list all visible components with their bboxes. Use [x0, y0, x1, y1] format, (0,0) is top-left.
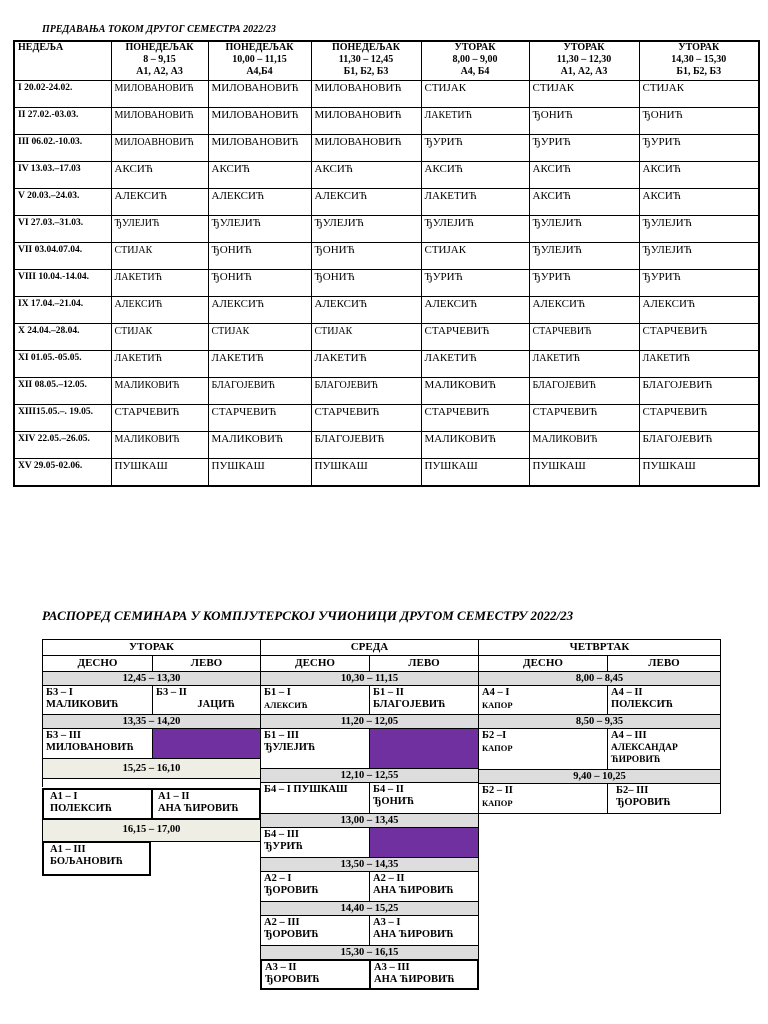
- time-slot: 16,15 – 17,00: [42, 819, 261, 842]
- group-label: Б1 – II: [373, 687, 404, 698]
- header-line: УТОРАК: [678, 42, 720, 53]
- teacher-name: ЂОРОВИЋ: [264, 885, 319, 896]
- col-right-tue: ДЕСНО: [42, 655, 153, 672]
- week-cell: VIII 10.04.-14.04.: [14, 270, 111, 297]
- column-header-day: [111, 41, 208, 81]
- lecturer-cell: ЛАКЕТИЋ: [111, 270, 208, 297]
- lecturer-cell: АЛЕКСИЋ: [311, 189, 421, 216]
- teacher-name: ЂОРОВИЋ: [616, 797, 671, 808]
- header-line: 11,30 – 12,30: [556, 54, 612, 65]
- header-line: А4, Б4: [460, 66, 490, 77]
- teacher-name: ЂУРИЋ: [264, 841, 304, 852]
- lecturer-cell: ЛАКЕТИЋ: [421, 108, 529, 135]
- week-cell: III 06.02.-10.03.: [14, 135, 111, 162]
- teacher-name: ЂУЛЕЈИЋ: [264, 742, 316, 753]
- lectures-table: [13, 40, 760, 487]
- lectures-header-row: [14, 41, 759, 81]
- header-line: А1, А2, А3: [560, 66, 608, 77]
- group-label: А1 – III: [50, 844, 86, 855]
- seminar-cell: [260, 685, 370, 715]
- seminar-cell: [260, 959, 371, 990]
- lecturer-cell: ЂУРИЋ: [421, 270, 529, 297]
- lecturer-cell: БЛАГОЈЕВИЋ: [208, 378, 311, 405]
- teacher-name: КАПОР: [482, 700, 513, 710]
- lecturer-cell: АЛЕКСИЋ: [111, 297, 208, 324]
- teacher-name: ЈАЦИЋ: [197, 699, 235, 710]
- lecturer-cell: БЛАГОЈЕВИЋ: [529, 378, 639, 405]
- lecturer-cell: ЛАКЕТИЋ: [639, 351, 759, 378]
- lecturer-cell: СТИЈАК: [421, 243, 529, 270]
- table-row: [14, 216, 759, 243]
- lecturer-cell: МИЛОВАНОВИЋ: [311, 135, 421, 162]
- group-label: А3 – I: [373, 917, 401, 928]
- teacher-name: АНА ЋИРОВИЋ: [158, 803, 239, 814]
- time-slot: 12,10 – 12,55: [260, 768, 479, 783]
- lecturer-cell: ЛАКЕТИЋ: [421, 189, 529, 216]
- lecturer-cell: ЂУРИЋ: [529, 270, 639, 297]
- lecturer-cell: АЛЕКСИЋ: [529, 297, 639, 324]
- seminar-cell: [478, 728, 608, 770]
- lecturer-cell: БЛАГОЈЕВИЋ: [311, 378, 421, 405]
- week-cell: I 20.02-24.02.: [14, 81, 111, 108]
- table-row: [14, 297, 759, 324]
- time-slot: 12,45 – 13,30: [42, 671, 261, 686]
- lecturer-cell: АЛЕКСИЋ: [639, 297, 759, 324]
- time-slot: 9,40 – 10,25: [478, 769, 721, 784]
- time-slot: 14,40 – 15,25: [260, 901, 479, 916]
- lecturer-cell: СТИЈАК: [311, 324, 421, 351]
- lecturer-cell: АКСИЋ: [639, 162, 759, 189]
- time-slot: 15,30 – 16,15: [260, 945, 479, 960]
- lecturer-cell: ЂУЛЕЈИЋ: [639, 243, 759, 270]
- lecturer-cell: СТИЈАК: [639, 81, 759, 108]
- lecturer-cell: СТИЈАК: [421, 81, 529, 108]
- seminar-cell: [478, 685, 608, 715]
- group-label: Б4 – II: [373, 784, 404, 795]
- group-label: Б4 – III: [264, 829, 299, 840]
- table-row: [14, 405, 759, 432]
- lecturer-cell: СТАРЧЕВИЋ: [529, 405, 639, 432]
- col-right-thu: ДЕСНО: [478, 655, 608, 672]
- group-label: А2 – III: [264, 917, 300, 928]
- seminar-cell: [42, 841, 151, 876]
- lecturer-cell: МИЛОВАНОВИЋ: [208, 135, 311, 162]
- lecturer-cell: АКСИЋ: [208, 162, 311, 189]
- lecturer-cell: СТИЈАК: [529, 81, 639, 108]
- group-label: Б2 –I: [482, 730, 507, 741]
- group-label: А2 – I: [264, 873, 292, 884]
- header-line: УТОРАК: [563, 42, 605, 53]
- lecturer-cell: ЂУЛЕЈИЋ: [639, 216, 759, 243]
- week-cell: XIV 22.05.–26.05.: [14, 432, 111, 459]
- group-label: А4 – I: [482, 687, 510, 698]
- table-row: [14, 162, 759, 189]
- header-line: 11,30 – 12,45: [338, 54, 394, 65]
- teacher-name: МАЛИКОВИЋ: [46, 699, 119, 710]
- time-slot: 10,30 – 11,15: [260, 671, 479, 686]
- lecturer-cell: ЂОНИЋ: [311, 270, 421, 297]
- group-label: Б2 – II: [482, 785, 513, 796]
- header-line: 8,00 – 9,00: [452, 54, 498, 65]
- lecturer-cell: БЛАГОЈЕВИЋ: [639, 432, 759, 459]
- day-header-thursday: ЧЕТВРТАК: [478, 639, 721, 656]
- lecturer-cell: СТАРЧЕВИЋ: [111, 405, 208, 432]
- lecturer-cell: ЂОНИЋ: [208, 243, 311, 270]
- lecturer-cell: ЂОНИЋ: [208, 270, 311, 297]
- lecturer-cell: ПУШКАШ: [421, 459, 529, 487]
- lectures-body: [14, 81, 759, 487]
- table-row: [14, 81, 759, 108]
- week-cell: XI 01.05.-05.05.: [14, 351, 111, 378]
- group-label: А4 – II: [611, 687, 643, 698]
- lecturer-cell: СТИЈАК: [111, 243, 208, 270]
- lecturer-cell: МИЛОВАНОВИЋ: [111, 108, 208, 135]
- col-left-thu: ЛЕВО: [607, 655, 721, 672]
- lecturer-cell: БЛАГОЈЕВИЋ: [311, 432, 421, 459]
- lecturer-cell: МИЛОВАНОВИЋ: [208, 81, 311, 108]
- header-line: А1, А2, А3: [136, 66, 183, 77]
- lecturer-cell: ЛАКЕТИЋ: [208, 351, 311, 378]
- lecturer-cell: ЂУЛЕЈИЋ: [529, 243, 639, 270]
- lecturer-cell: АЛЕКСИЋ: [421, 297, 529, 324]
- table-row: [14, 270, 759, 297]
- seminar-cell: [369, 782, 479, 814]
- seminar-cell: [152, 685, 261, 715]
- lecturer-cell: АЛЕКСИЋ: [208, 297, 311, 324]
- week-cell: IV 13.03.–17.03: [14, 162, 111, 189]
- lecturer-cell: МАЛИКОВИЋ: [208, 432, 311, 459]
- seminar-cell: [478, 783, 608, 814]
- teacher-name: АЛЕКСАНДАР ЋИРОВИЋ: [611, 743, 678, 765]
- teacher-name: КАПОР: [482, 743, 513, 753]
- col-left-wed: ЛЕВО: [369, 655, 479, 672]
- empty-slot-highlight: [369, 827, 479, 858]
- lecturer-cell: ЂОНИЋ: [311, 243, 421, 270]
- table-row: [14, 189, 759, 216]
- header-line: Б1, Б2, Б3: [676, 66, 722, 77]
- seminars-title: РАСПОРЕД СЕМИНАРА У КОМПЈУТЕРСКОЈ УЧИОНИЦИ ДРУГОМ СЕМЕСТРУ 2022/23: [42, 608, 574, 623]
- group-label: Б3 – I: [46, 687, 73, 698]
- lecturer-cell: СТАРЧЕВИЋ: [421, 405, 529, 432]
- group-label: А3 – III: [374, 962, 410, 973]
- week-cell: XIII15.05.–. 19.05.: [14, 405, 111, 432]
- lecturer-cell: АКСИЋ: [529, 189, 639, 216]
- header-line: ПОНЕДЕЉАК: [225, 42, 294, 53]
- lecturer-cell: МАЛИКОВИЋ: [421, 432, 529, 459]
- time-slot: 13,35 – 14,20: [42, 714, 261, 729]
- time-slot: 13,00 – 13,45: [260, 813, 479, 828]
- week-cell: V 20.03.–24.03.: [14, 189, 111, 216]
- lecturer-cell: ЛАКЕТИЋ: [111, 351, 208, 378]
- seminar-cell: [151, 788, 261, 820]
- header-line: УТОРАК: [454, 42, 496, 53]
- teacher-name: ЂОРОВИЋ: [264, 929, 319, 940]
- column-header-day: [311, 41, 421, 81]
- time-slot: 8,00 – 8,45: [478, 671, 721, 686]
- lecturer-cell: СТАРЧЕВИЋ: [311, 405, 421, 432]
- lecturer-cell: ЂУЛЕЈИЋ: [111, 216, 208, 243]
- teacher-name: ЂОНИЋ: [373, 796, 415, 807]
- teacher-name: АЛЕКСИЋ: [264, 700, 308, 710]
- empty-slot-highlight: [152, 728, 261, 759]
- table-row: [14, 432, 759, 459]
- lecturer-cell: ЛАКЕТИЋ: [529, 351, 639, 378]
- seminar-cell: [260, 915, 370, 946]
- column-header-day: [421, 41, 529, 81]
- seminar-cell: [607, 783, 721, 814]
- lecturer-cell: ПУШКАШ: [111, 459, 208, 487]
- lecturer-cell: МИЛОВАНОВИЋ: [208, 108, 311, 135]
- group-label: А3 – II: [265, 962, 297, 973]
- header-line: А4,Б4: [246, 66, 273, 77]
- header-line: 10,00 – 11,15: [232, 54, 287, 65]
- col-left-tue: ЛЕВО: [152, 655, 261, 672]
- teacher-name: КАПОР: [482, 798, 513, 808]
- table-row: [14, 459, 759, 487]
- time-slot: 8,50 – 9,35: [478, 714, 721, 729]
- header-line: 8 – 9,15: [143, 54, 176, 65]
- table-row: [14, 378, 759, 405]
- teacher-name: БЛАГОЈЕВИЋ: [373, 699, 446, 710]
- header-line: ПОНЕДЕЉАК: [331, 42, 401, 53]
- seminar-cell: [369, 915, 479, 946]
- lecturer-cell: ЂУЛЕЈИЋ: [311, 216, 421, 243]
- lecturer-cell: АКСИЋ: [311, 162, 421, 189]
- seminar-cell: [607, 728, 721, 770]
- group-label: Б2– III: [616, 785, 649, 796]
- lecturer-cell: ЂОНИЋ: [639, 108, 759, 135]
- lecturer-cell: ПУШКАШ: [311, 459, 421, 487]
- week-cell: XII 08.05.–12.05.: [14, 378, 111, 405]
- lecturer-cell: ЂУЛЕЈИЋ: [421, 216, 529, 243]
- group-label: А1 – II: [158, 791, 190, 802]
- week-cell: IX 17.04.–21.04.: [14, 297, 111, 324]
- lectures-title: ПРЕДАВАЊА ТОКОМ ДРУГОГ СЕМЕСТРА 2022/23: [42, 24, 276, 35]
- lecturer-cell: АЛЕКСИЋ: [311, 297, 421, 324]
- week-cell: XV 29.05-02.06.: [14, 459, 111, 487]
- teacher-name: ПОЛЕКСИЋ: [611, 699, 674, 710]
- lecturer-cell: СТАРЧЕВИЋ: [639, 405, 759, 432]
- lecturer-cell: АКСИЋ: [421, 162, 529, 189]
- seminar-cell: [607, 685, 721, 715]
- teacher-name: АНА ЋИРОВИЋ: [373, 929, 454, 940]
- group-label: Б1 – I: [264, 687, 291, 698]
- lecturer-cell: МИЛОВАНОВИЋ: [111, 81, 208, 108]
- seminar-cell: [42, 685, 153, 715]
- lecturer-cell: ЂОНИЋ: [529, 108, 639, 135]
- lecturer-cell: ЂУРИЋ: [639, 270, 759, 297]
- empty-slot-highlight: [369, 728, 479, 769]
- teacher-name: АНА ЋИРОВИЋ: [374, 974, 455, 985]
- teacher-name: ПОЛЕКСИЋ: [50, 803, 113, 814]
- header-line: 14,30 – 15,30: [671, 54, 727, 65]
- day-header-tuesday: УТОРАК: [42, 639, 261, 656]
- teacher-name: ЂОРОВИЋ: [265, 974, 320, 985]
- seminar-cell: [260, 728, 370, 769]
- column-header-day: [208, 41, 311, 81]
- lecturer-cell: МАЛИКОВИЋ: [111, 432, 208, 459]
- seminar-cell: [260, 782, 370, 814]
- group-label: Б4 – I ПУШКАШ: [264, 784, 348, 795]
- seminar-cell: [369, 685, 479, 715]
- lecturer-cell: МИЛОАВНОВИЋ: [111, 135, 208, 162]
- teacher-name: МИЛОВАНОВИЋ: [46, 742, 134, 753]
- lecturer-cell: МИЛОВАНОВИЋ: [311, 108, 421, 135]
- lecturer-cell: СТАРЧЕВИЋ: [529, 324, 639, 351]
- column-header-week: [14, 41, 111, 81]
- lecturer-cell: ПУШКАШ: [639, 459, 759, 487]
- time-slot: 15,25 – 16,10: [42, 758, 261, 779]
- lecturer-cell: МИЛОВАНОВИЋ: [311, 81, 421, 108]
- seminar-cell: [260, 827, 370, 858]
- week-cell: VII 03.04.07.04.: [14, 243, 111, 270]
- time-slot: 13,50 – 14,35: [260, 857, 479, 872]
- table-row: [14, 108, 759, 135]
- lecturer-cell: ПУШКАШ: [208, 459, 311, 487]
- spacer: [42, 778, 261, 787]
- lecturer-cell: ЂУРИЋ: [639, 135, 759, 162]
- lecturer-cell: ЂУЛЕЈИЋ: [208, 216, 311, 243]
- seminar-cell: [260, 871, 370, 902]
- header-line: ПОНЕДЕЉАК: [125, 42, 194, 53]
- lecturer-cell: ЛАКЕТИЋ: [311, 351, 421, 378]
- header-line: НЕДЕЉА: [18, 42, 64, 53]
- column-header-day: [639, 41, 759, 81]
- lecturer-cell: ЛАКЕТИЋ: [421, 351, 529, 378]
- lecturer-cell: ЂУРИЋ: [529, 135, 639, 162]
- teacher-name: БОЉАНОВИЋ: [50, 856, 124, 867]
- lecturer-cell: АЛЕКСИЋ: [111, 189, 208, 216]
- lecturer-cell: СТАРЧЕВИЋ: [208, 405, 311, 432]
- seminar-cell: [42, 788, 153, 820]
- lecturer-cell: СТИЈАК: [111, 324, 208, 351]
- week-cell: II 27.02.-03.03.: [14, 108, 111, 135]
- lecturer-cell: ЂУЛЕЈИЋ: [529, 216, 639, 243]
- lecturer-cell: АЛЕКСИЋ: [208, 189, 311, 216]
- col-right-wed: ДЕСНО: [260, 655, 370, 672]
- lecturer-cell: СТИЈАК: [208, 324, 311, 351]
- group-label: Б3 – III: [46, 730, 81, 741]
- lecturer-cell: СТАРЧЕВИЋ: [639, 324, 759, 351]
- seminar-cell: [369, 959, 479, 990]
- lecturer-cell: МАЛИКОВИЋ: [111, 378, 208, 405]
- lecturer-cell: БЛАГОЈЕВИЋ: [639, 378, 759, 405]
- lecturer-cell: ПУШКАШ: [529, 459, 639, 487]
- lecturer-cell: АКСИЋ: [639, 189, 759, 216]
- week-cell: X 24.04.–28.04.: [14, 324, 111, 351]
- table-row: [14, 351, 759, 378]
- table-row: [14, 135, 759, 162]
- table-row: [14, 243, 759, 270]
- header-line: Б1, Б2, Б3: [343, 66, 389, 77]
- lecturer-cell: МАЛИКОВИЋ: [421, 378, 529, 405]
- lecturer-cell: МАЛИКОВИЋ: [529, 432, 639, 459]
- lecturer-cell: АКСИЋ: [111, 162, 208, 189]
- group-label: Б1 – III: [264, 730, 299, 741]
- lecturer-cell: СТАРЧЕВИЋ: [421, 324, 529, 351]
- group-label: А4 – III: [611, 730, 647, 741]
- teacher-name: АНА ЋИРОВИЋ: [373, 885, 454, 896]
- time-slot: 11,20 – 12,05: [260, 714, 479, 729]
- seminar-cell: [42, 728, 153, 759]
- group-label: Б3 – II: [156, 687, 187, 698]
- lecturer-cell: ЂУРИЋ: [421, 135, 529, 162]
- seminar-cell: [369, 871, 479, 902]
- column-header-day: [529, 41, 639, 81]
- lecturer-cell: АКСИЋ: [529, 162, 639, 189]
- group-label: А2 – II: [373, 873, 405, 884]
- table-row: [14, 324, 759, 351]
- group-label: А1 – I: [50, 791, 78, 802]
- week-cell: VI 27.03.–31.03.: [14, 216, 111, 243]
- day-header-wednesday: СРЕДА: [260, 639, 479, 656]
